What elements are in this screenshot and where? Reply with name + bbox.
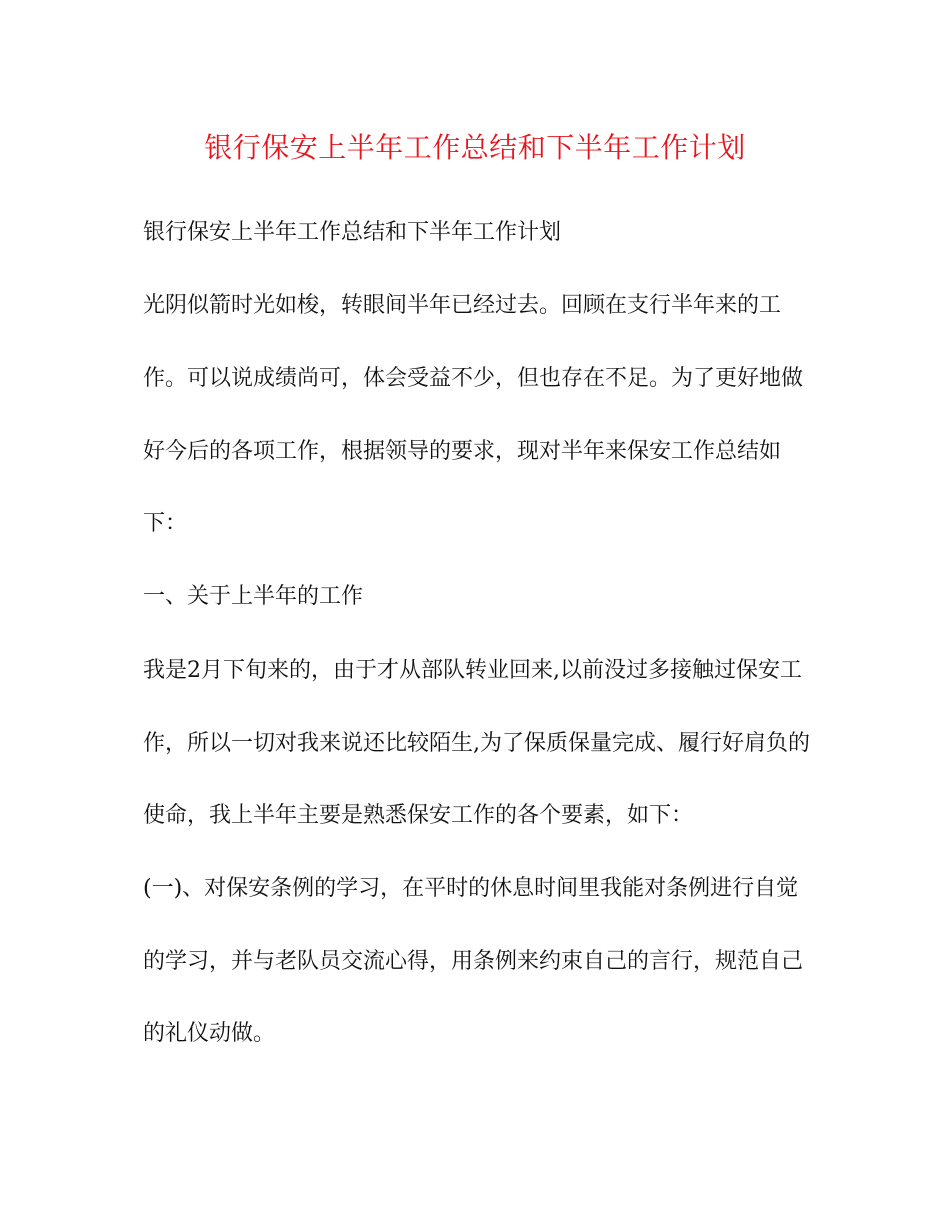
body-line: 光阴似箭时光如梭，转眼间半年已经过去。回顾在支行半年来的工	[143, 293, 782, 318]
subtitle-line: 银行保安上半年工作总结和下半年工作计划	[143, 220, 562, 245]
body-line: 下：	[143, 511, 188, 536]
body-line: 作。可以说成绩尚可，体会受益不少，但也存在不足。为了更好地做	[143, 366, 804, 391]
section-heading: 一、关于上半年的工作	[143, 584, 364, 609]
body-line: 使命，我上半年主要是熟悉保安工作的各个要素，如下：	[143, 803, 694, 828]
document-title: 银行保安上半年工作总结和下半年工作计划	[204, 131, 746, 164]
body-line: 的礼仪动做。	[143, 1021, 276, 1046]
body-line: 好今后的各项工作，根据领导的要求，现对半年来保安工作总结如	[143, 439, 782, 464]
body-line: 的学习，并与老队员交流心得，用条例来约束自己的言行，规范自己	[143, 949, 804, 974]
body-line: 我是2月下旬来的，由于才从部队转业回来,以前没过多接触过保安工	[143, 658, 802, 683]
body-line: 作，所以一切对我来说还比较陌生,为了保质保量完成、履行好肩负的	[143, 731, 810, 756]
body-line: (一)、对保安条例的学习，在平时的休息时间里我能对条例进行自觉	[143, 876, 799, 901]
